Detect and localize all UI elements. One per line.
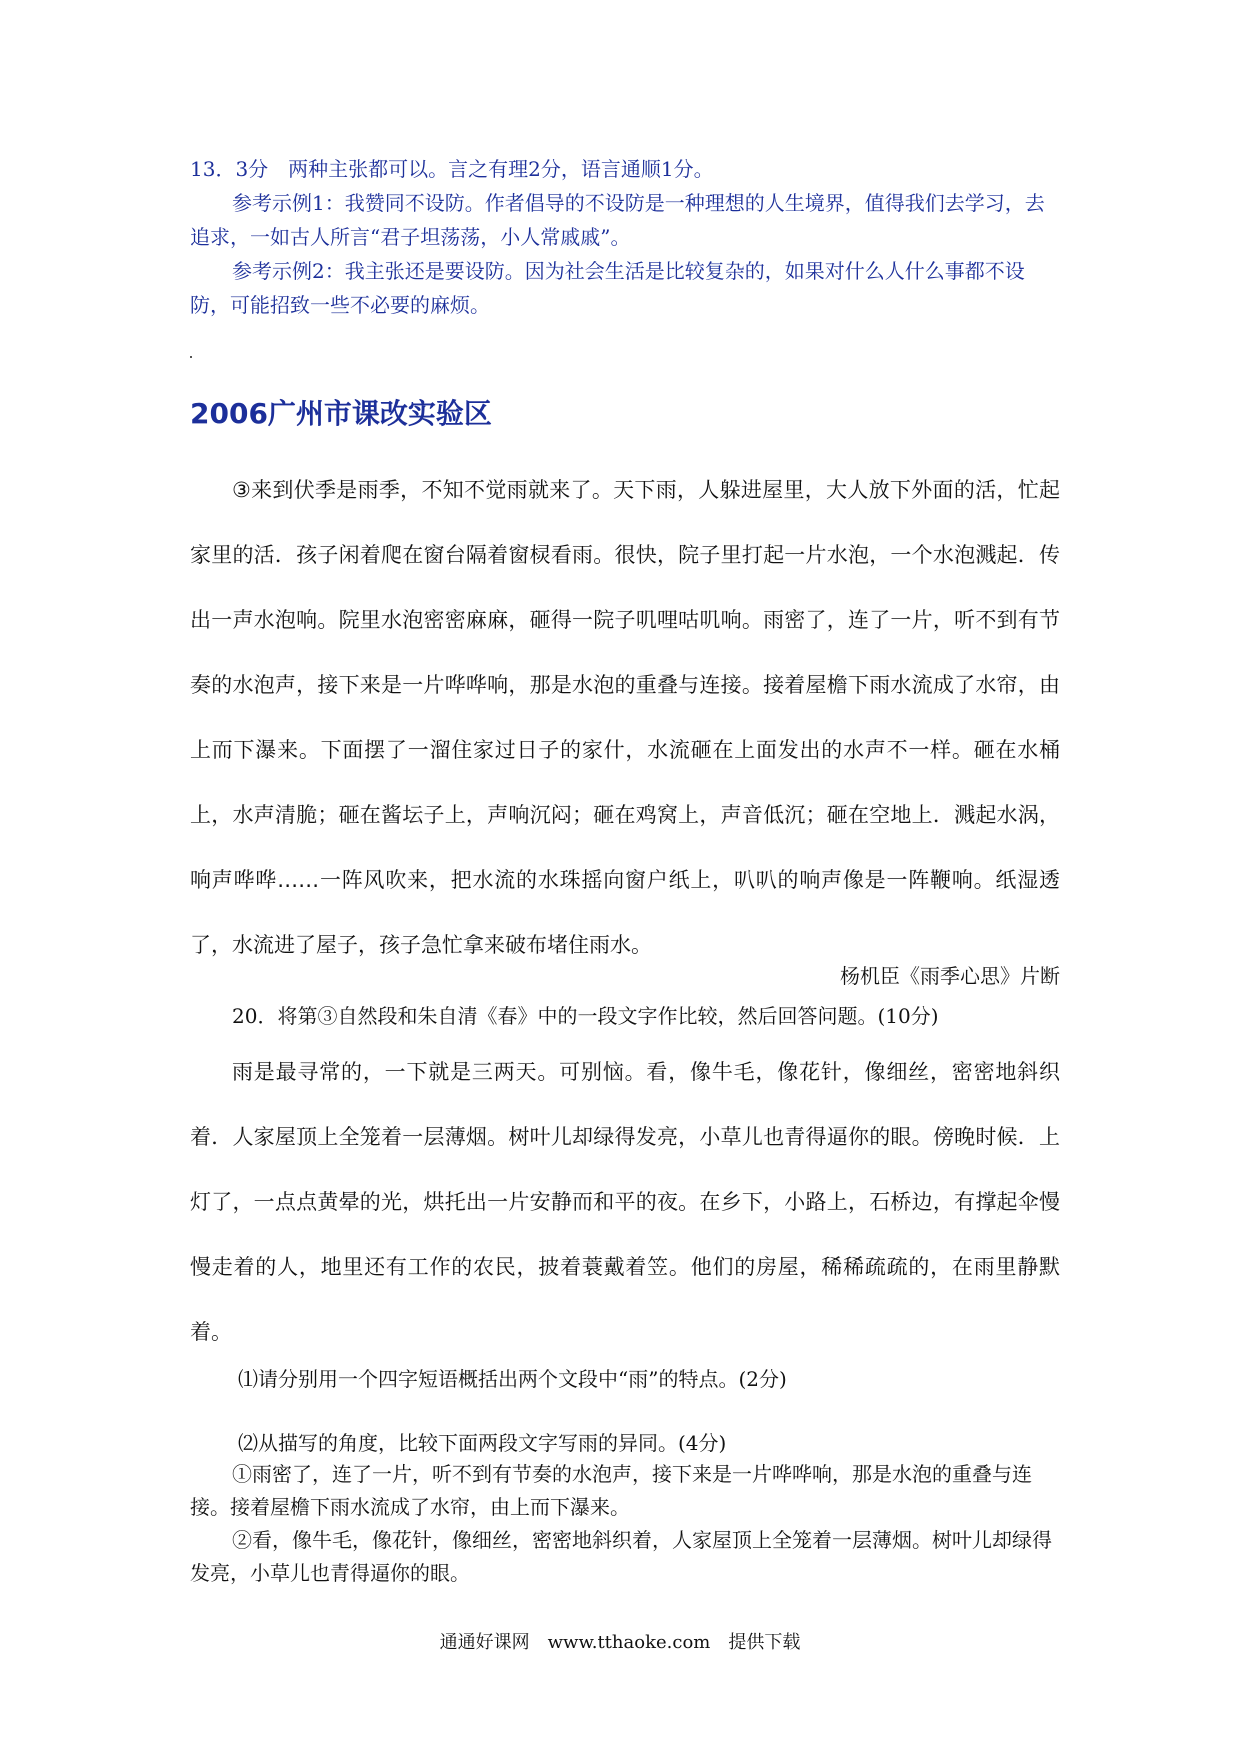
answer-line-13: 13．3分 两种主张都可以。言之有理2分，语言通顺1分。 — [190, 157, 714, 181]
passage-source: 杨机臣《雨季心思》片断 — [840, 964, 1060, 988]
sub-question-2: ⑵从描写的角度，比较下面两段文字写雨的异同。(4分) — [238, 1431, 727, 1455]
stray-dot — [190, 356, 192, 358]
answer-block — [190, 152, 1060, 322]
spring-passage: 雨是最寻常的，一下就是三两天。可别恼。看，像牛毛，像花针，像细丝，密密地斜织着．人家屋顶上全笼着一层薄烟。树叶儿却绿得发亮，小草儿也青得逼你的眼。傍晚时候．上灯了，一点点黄晕的光，烘托出一片安静而和平的夜。在乡下，小路上，石桥边，有撑起伞慢慢走着的人，地里还有工作的农民，披着蓑戴着笠。他们的房屋，稀稀疏疏的，在雨里静默着。 — [190, 1060, 1060, 1344]
reference-example-1: 参考示例1：我赞同不设防。作者倡导的不设防是一种理想的人生境界，值得我们去学习，去追求，一如古人所言“君子坦荡荡，小人常戚戚”。 — [190, 191, 1045, 249]
reference-example-2: 参考示例2：我主张还是要设防。因为社会生活是比较复杂的，如果对什么人什么事都不设防，可能招致一些不必要的麻烦。 — [190, 259, 1025, 317]
comparison-texts — [190, 1458, 1060, 1590]
section-title: 2006广州市课改实验区 — [190, 397, 492, 430]
comparison-text-1: ①雨密了，连了一片，听不到有节奏的水泡声，接下来是一片哗哗响，那是水泡的重叠与连接。接着屋檐下雨水流成了水帘，由上而下瀑来。 — [190, 1462, 1032, 1519]
page-footer: 通通好课网 www.tthaoke.com 提供下载 — [439, 1632, 801, 1653]
comparison-text-2: ②看，像牛毛，像花针，像细丝，密密地斜织着，人家屋顶上全笼着一层薄烟。树叶儿却绿得发亮，小草儿也青得逼你的眼。 — [190, 1528, 1052, 1585]
question-20: 20．将第③自然段和朱自清《春》中的一段文字作比较，然后回答问题。(10分) — [232, 1004, 939, 1028]
sub-question-1: ⑴请分别用一个四字短语概括出两个文段中“雨”的特点。(2分) — [238, 1367, 787, 1391]
rain-season-passage: ③来到伏季是雨季，不知不觉雨就来了。天下雨，人躲进屋里，大人放下外面的活，忙起家里的活．孩子闲着爬在窗台隔着窗棂看雨。很快，院子里打起一片水泡，一个水泡溅起．传出一声水泡响。院里水泡密密麻麻，砸得一院子叽哩咕叽响。雨密了，连了一片，听不到有节奏的水泡声，接下来是一片哗哗响，那是水泡的重叠与连接。接着屋檐下雨水流成了水帘，由上而下瀑来。下面摆了一溜住家过日子的家什，水流砸在上面发出的水声不一样。砸在水桶上，水声清脆；砸在酱坛子上，声响沉闷；砸在鸡窝上，声音低沉；砸在空地上．溅起水涡，响声哗哗……一阵风吹来，把水流的水珠摇向窗户纸上，叭叭的响声像是一阵鞭响。纸湿透了，水流进了屋子，孩子急忙拿来破布堵住雨水。 — [190, 478, 1060, 957]
